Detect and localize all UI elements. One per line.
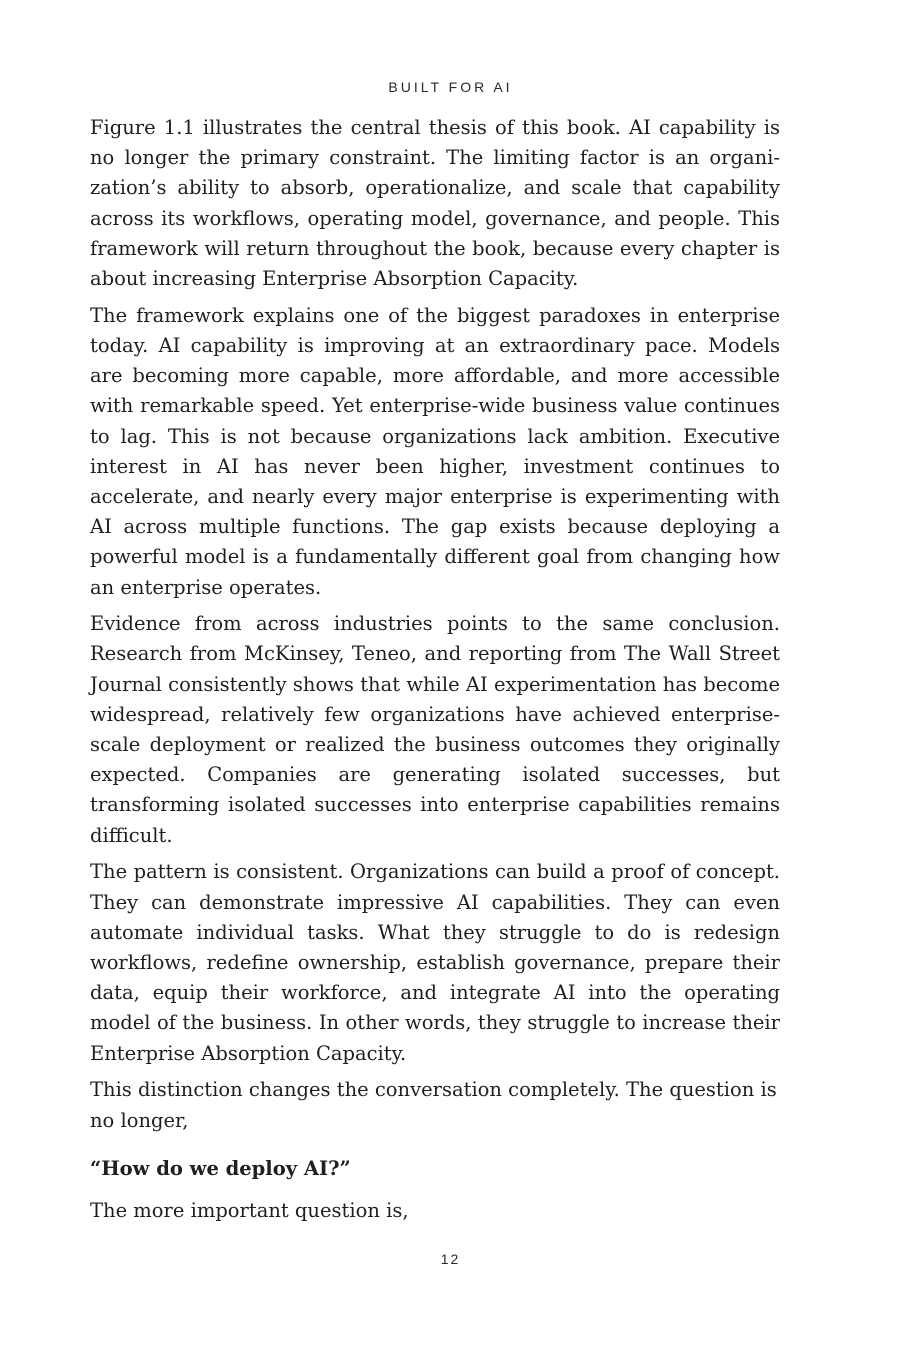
paragraph-figure-thesis: Figure 1.1 illustrates the central thesis of this book. AI capability is no longer the primary constraint. The limiting factor is an organization’s ability to absorb, operationalize, and scale that capability across its workflows, operating model, governance, and people. This framework will return throughout the book, because every chapter is about increasing Enterprise Absorption Capacity. [90, 116, 780, 291]
paragraph-distinction: This distinction changes the conversation completely. The question is no longer, [90, 1078, 777, 1132]
callout-question: “How do we deploy AI?” [90, 1156, 351, 1180]
paragraph-evidence: Evidence from across industries points to the same conclusion. Research from McKinsey, Teneo, and reporting from The Wall Street Journal consistently shows that while AI experimentation has become widespread, relatively few organizations have achieved enterprise-scale deployment or realized the business outcomes they originally expected. Companies are generating isolated successes, but transforming isolated successes into enterprise capabilities remains difficult. [90, 612, 780, 847]
paragraph-paradox: The framework explains one of the biggest paradoxes in enterprise today. AI capability is improving at an extraordinary pace. Models are becoming more capable, more affordable, and more accessible with remarkable speed. Yet enterprise-wide business value continues to lag. This is not because organizations lack ambition. Executive interest in AI has never been higher, investment continues to accelerate, and nearly every major enterprise is experimenting with AI across multiple functions. The gap exists because deploying a powerful model is a fundamentally different goal from changing how an enterprise operates. [90, 303, 780, 599]
closing-line: The more important question is, [90, 1198, 409, 1222]
body-text [90, 113, 780, 1233]
page-number: 12 [440, 1251, 461, 1267]
paragraph-pattern: The pattern is consistent. Organizations can build a proof of concept. They can demonstrate impressive AI capabilities. They can even automate individual tasks. What they struggle to do is redesign workflows, redefine ownership, establish governance, prepare their data, equip their workforce, and integrate AI into the operating model of the business. In other words, they struggle to increase their Enterprise Absorption Capacity. [90, 860, 780, 1065]
running-head: BUILT FOR AI [388, 79, 513, 95]
